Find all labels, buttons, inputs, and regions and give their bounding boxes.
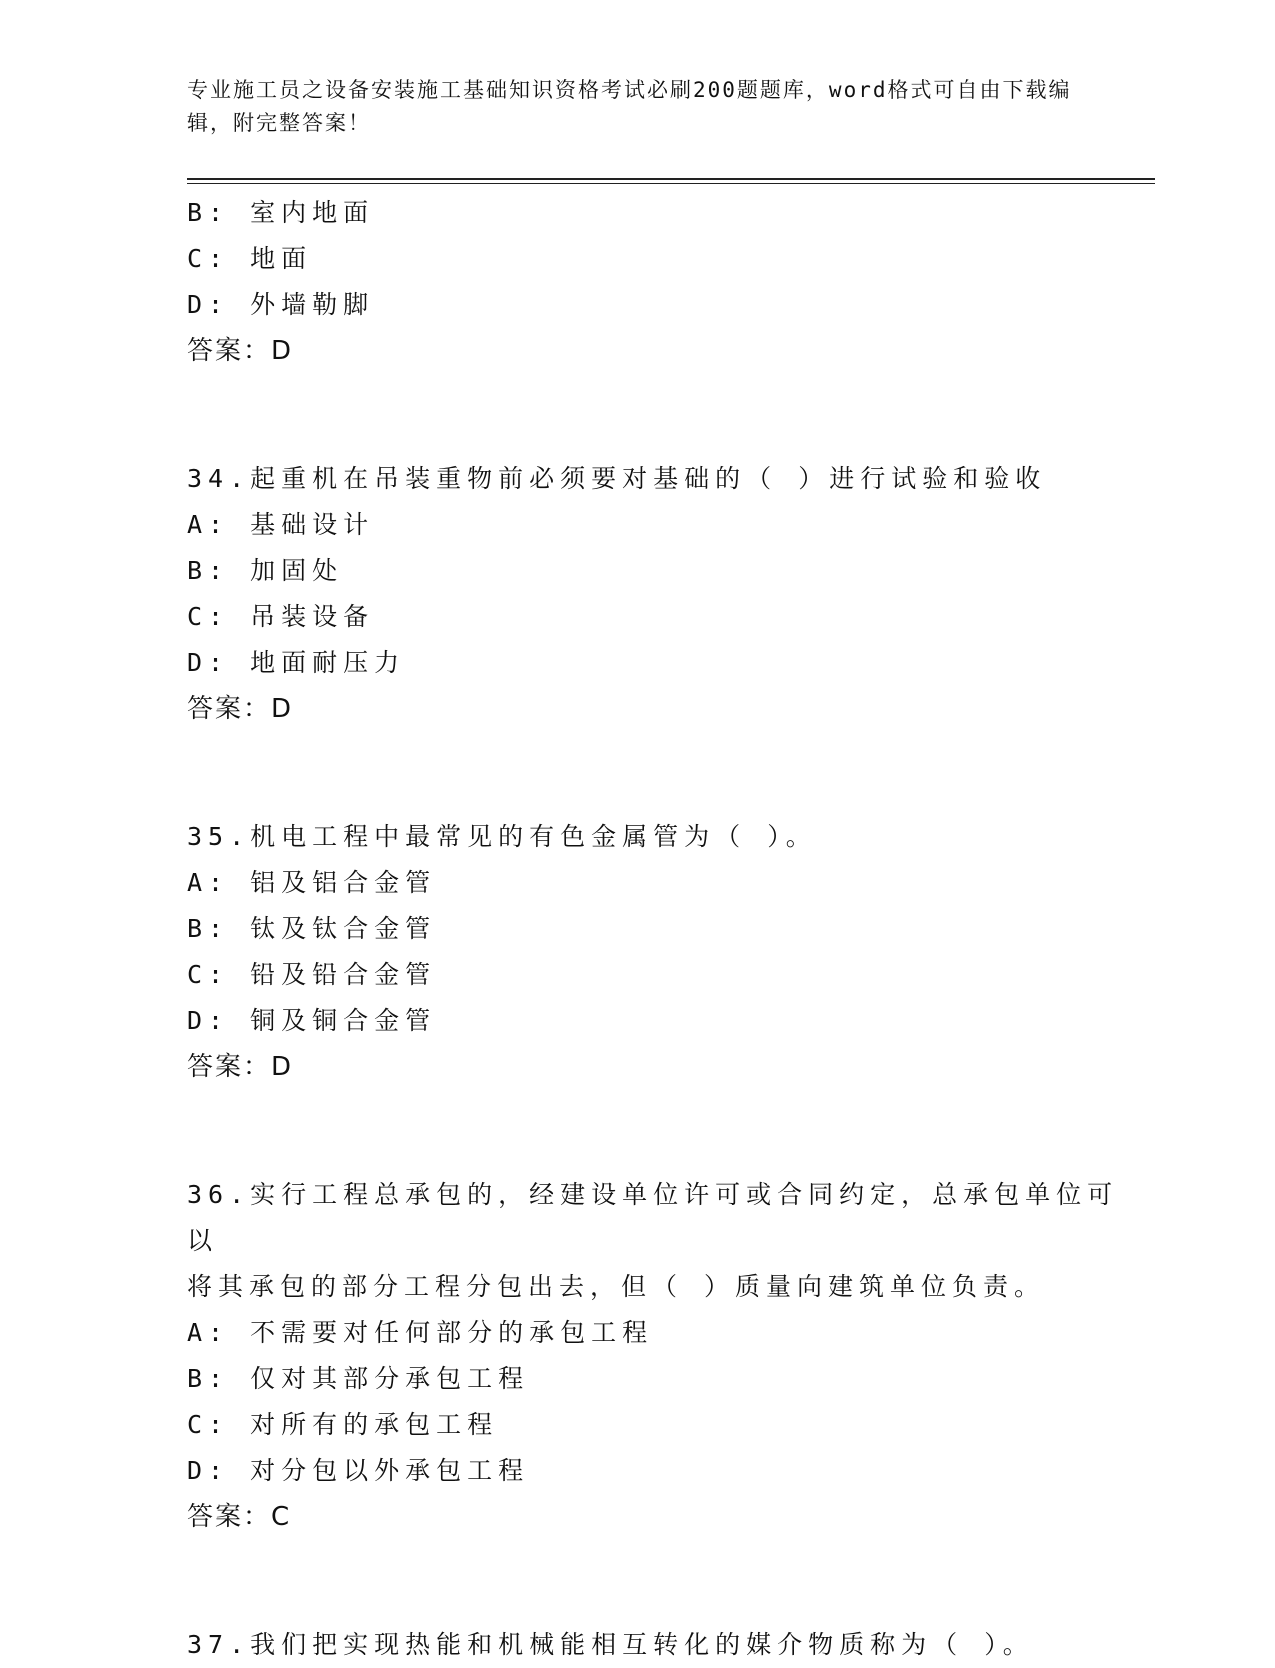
answer-line: 答案：D xyxy=(187,1052,294,1082)
option-b: B: 钛及钛合金管 xyxy=(187,914,437,943)
header-divider-thin xyxy=(187,183,1155,184)
question-block-prev xyxy=(187,190,1147,374)
option-c: C: 铅及铅合金管 xyxy=(187,960,437,989)
answer-line: 答案：D xyxy=(187,694,294,724)
option-c: C: 地面 xyxy=(187,244,313,273)
document-title: 专业施工员之设备安装施工基础知识资格考试必刷200题题库，word格式可自由下载编辑，附完整答案！ xyxy=(187,78,1072,135)
answer-line: 答案：C xyxy=(187,1502,292,1532)
question-text: 35.机电工程中最常见的有色金属管为（ ）。 xyxy=(187,822,817,851)
header-divider-thick xyxy=(187,178,1155,180)
option-d: D: 外墙勒脚 xyxy=(187,290,375,319)
question-text-line-1: 36.实行工程总承包的，经建设单位许可或合同约定，总承包单位可以 xyxy=(187,1180,1119,1255)
answer-line: 答案：D xyxy=(187,336,294,366)
option-b: B: 仅对其部分承包工程 xyxy=(187,1364,530,1393)
question-block-37 xyxy=(187,1622,1147,1668)
option-b: B: 室内地面 xyxy=(187,198,375,227)
question-text: 34.起重机在吊装重物前必须要对基础的（ ）进行试验和验收 xyxy=(187,464,1047,493)
option-d: D: 对分包以外承包工程 xyxy=(187,1456,530,1485)
option-b: B: 加固处 xyxy=(187,556,344,585)
document-header xyxy=(187,74,1087,140)
option-a: A: 基础设计 xyxy=(187,510,375,539)
option-c: C: 吊装设备 xyxy=(187,602,375,631)
option-d: D: 地面耐压力 xyxy=(187,648,406,677)
option-a: A: 不需要对任何部分的承包工程 xyxy=(187,1318,654,1347)
question-text: 37.我们把实现热能和机械能相互转化的媒介物质称为（ ）。 xyxy=(187,1630,1034,1659)
option-a: A: 铝及铝合金管 xyxy=(187,868,437,897)
option-d: D: 铜及铜合金管 xyxy=(187,1006,437,1035)
question-block-34 xyxy=(187,456,1147,732)
question-list xyxy=(187,190,1147,1668)
question-block-35 xyxy=(187,814,1147,1090)
question-text-line-2: 将其承包的部分工程分包出去，但（ ）质量向建筑单位负责。 xyxy=(187,1272,1046,1301)
option-c: C: 对所有的承包工程 xyxy=(187,1410,499,1439)
question-block-36 xyxy=(187,1172,1147,1540)
